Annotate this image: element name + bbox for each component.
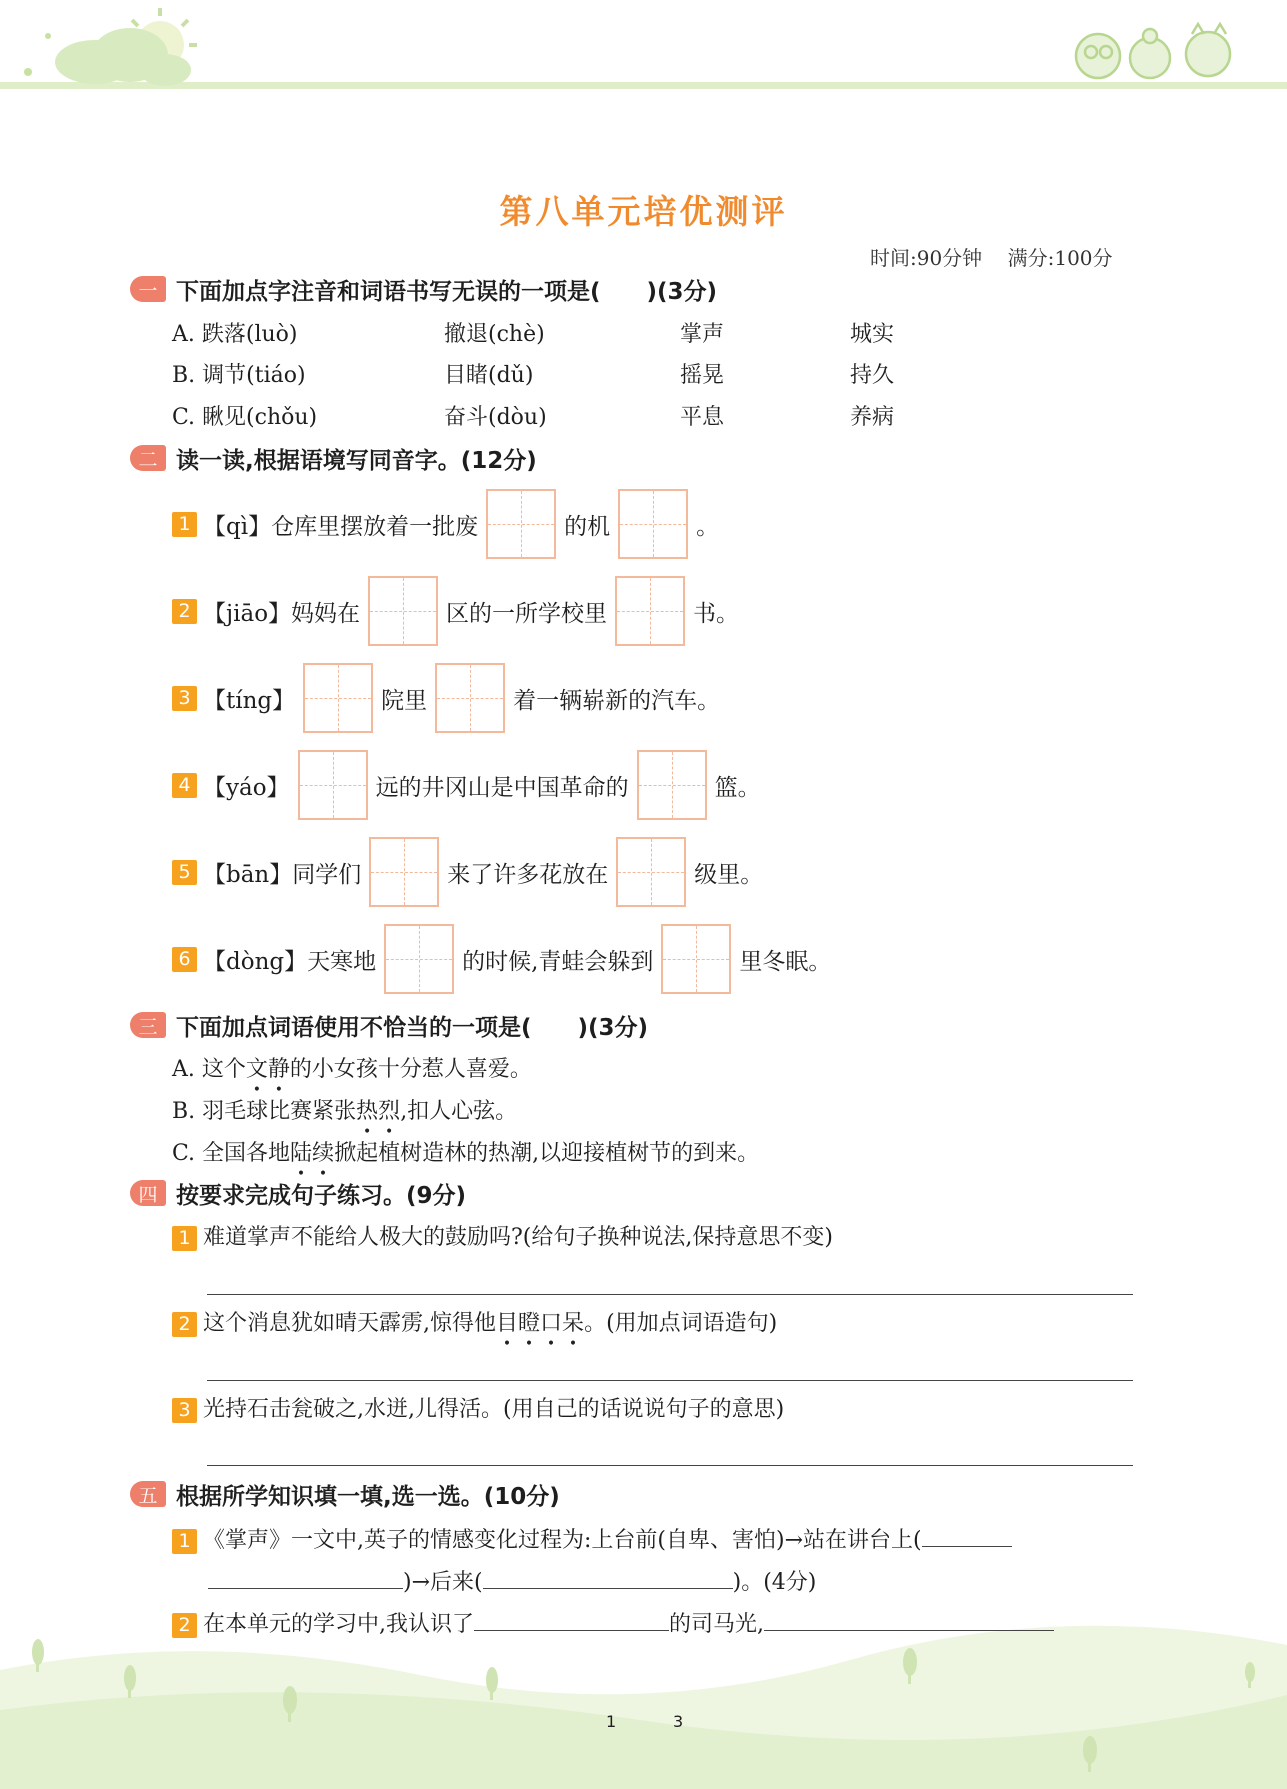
answer-blank[interactable] [208, 1564, 403, 1589]
option-b: B. 羽毛球比赛紧张热烈,扣人心弦。 [172, 1099, 518, 1124]
exam-meta: 时间:90分钟 满分:100分 [870, 246, 1113, 270]
dotted-char: 文 [245, 1057, 268, 1082]
answer-box[interactable] [661, 924, 731, 994]
option-a-4: 城实 [850, 322, 895, 347]
page-number-right: 3 [673, 1712, 684, 1731]
section-5-heading [130, 1477, 560, 1511]
item-text-a: 【yáo】 [203, 774, 290, 801]
item-text-a: 【dòng】天寒地 [203, 948, 377, 975]
homophone-item-6 [172, 923, 831, 995]
item-text-c: 。 [696, 513, 720, 540]
answer-blank[interactable] [764, 1606, 1054, 1631]
knowledge-question-1-cont: )→后来( )。(4分) [208, 1564, 816, 1596]
section-badge: 三 [130, 1012, 166, 1038]
item-number: 2 [172, 599, 197, 624]
dotted-char: 静 [267, 1057, 290, 1082]
homophone-item-4 [172, 749, 761, 821]
option-b-4: 持久 [850, 363, 895, 388]
item-text-b: 院里 [381, 687, 428, 714]
section-1-heading [130, 272, 717, 306]
item-text-b: 来了许多花放在 [447, 861, 609, 888]
knowledge-question-1: 1 《掌声》一文中,英子的情感变化过程为:上台前(自卑、害怕)→站在讲台上( [172, 1522, 1012, 1554]
section-badge: 二 [130, 445, 166, 471]
item-number: 1 [172, 512, 197, 537]
item-text-c: 着一辆崭新的汽车。 [513, 687, 721, 714]
section-text: 下面加点字注音和词语书写无误的一项是( )(3分) [176, 278, 718, 305]
answer-line[interactable] [207, 1294, 1133, 1295]
item-text-a: 【tíng】 [203, 687, 296, 714]
option-a-2: 撤退(chè) [444, 322, 545, 347]
item-number: 5 [172, 860, 197, 885]
section-text: 读一读,根据语境写同音字。(12分) [176, 447, 537, 474]
answer-blank[interactable] [474, 1606, 669, 1631]
option-b-3: 摇晃 [680, 363, 725, 388]
dotted-char: 呆 [562, 1311, 585, 1336]
answer-box[interactable] [615, 576, 685, 646]
answer-box[interactable] [368, 576, 438, 646]
homophone-item-3 [172, 662, 720, 734]
answer-box[interactable] [369, 837, 439, 907]
item-number: 6 [172, 947, 197, 972]
answer-line[interactable] [207, 1465, 1133, 1466]
item-text-c: 级里。 [694, 861, 764, 888]
knowledge-question-2: 2 在本单元的学习中,我认识了 的司马光, [172, 1606, 1054, 1638]
option-c-3: 平息 [680, 405, 725, 430]
answer-box[interactable] [486, 489, 556, 559]
sentence-question-3: 3 光持石击瓮破之,水迸,儿得活。(用自己的话说说句子的意思) [172, 1392, 784, 1423]
option-c-4: 养病 [850, 405, 895, 430]
item-text-a: 【qì】仓库里摆放着一批废 [203, 513, 479, 540]
section-text: 下面加点词语使用不恰当的一项是( )(3分) [176, 1014, 649, 1041]
item-number: 1 [172, 1226, 197, 1251]
answer-box[interactable] [303, 663, 373, 733]
page-number-left: 1 [606, 1712, 617, 1731]
section-4-heading [130, 1176, 466, 1210]
item-text-b: 区的一所学校里 [446, 600, 608, 627]
section-3-heading [130, 1008, 648, 1042]
section-text: 按要求完成句子练习。(9分) [176, 1182, 467, 1209]
option-b-1: B. 调节(tiáo) [172, 363, 306, 388]
sentence-question-1: 1 难道掌声不能给人极大的鼓励吗?(给句子换种说法,保持意思不变) [172, 1220, 833, 1251]
dotted-char: 陆 [290, 1141, 313, 1166]
section-badge: 五 [130, 1481, 166, 1507]
page-title: 第八单元培优测评 [499, 192, 788, 231]
section-badge: 四 [130, 1180, 166, 1206]
answer-box[interactable] [435, 663, 505, 733]
item-text-c: 篮。 [714, 774, 761, 801]
answer-box[interactable] [637, 750, 707, 820]
option-c: C. 全国各地陆续掀起植树造林的热潮,以迎接植树节的到来。 [172, 1141, 760, 1166]
answer-blank[interactable] [922, 1522, 1012, 1547]
sentence-question-2: 2 这个消息犹如晴天霹雳,惊得他目瞪口呆。(用加点词语造句) [172, 1306, 777, 1337]
option-b-2: 目睹(dǔ) [444, 363, 534, 388]
item-number: 1 [172, 1529, 197, 1554]
header-decoration [0, 0, 1287, 100]
star-icon [24, 33, 51, 76]
answer-blank[interactable] [483, 1564, 733, 1589]
option-a-1: A. 跌落(luò) [172, 322, 298, 347]
item-number: 3 [172, 1398, 197, 1423]
dotted-char: 烈 [378, 1099, 401, 1124]
item-number: 3 [172, 686, 197, 711]
item-text-a: 【jiāo】妈妈在 [203, 600, 361, 627]
dotted-char: 续 [312, 1141, 335, 1166]
item-text-a: 【bān】同学们 [203, 861, 362, 888]
section-text: 根据所学知识填一填,选一选。(10分) [176, 1483, 560, 1510]
answer-box[interactable] [616, 837, 686, 907]
answer-line[interactable] [207, 1380, 1133, 1381]
cartoon-animals-icon [1076, 24, 1230, 78]
homophone-item-5 [172, 836, 763, 908]
dotted-char: 瞪 [518, 1311, 541, 1336]
section-badge: 一 [130, 276, 166, 302]
dotted-char: 热 [356, 1099, 379, 1124]
answer-box[interactable] [618, 489, 688, 559]
item-number: 2 [172, 1613, 197, 1638]
item-number: 4 [172, 773, 197, 798]
dotted-char: 口 [540, 1311, 563, 1336]
item-text-c: 里冬眠。 [739, 948, 832, 975]
option-c-1: C. 瞅见(chǒu) [172, 405, 318, 430]
item-text-b: 远的井冈山是中国革命的 [375, 774, 629, 801]
dotted-char: 目 [496, 1311, 519, 1336]
answer-box[interactable] [298, 750, 368, 820]
answer-box[interactable] [384, 924, 454, 994]
item-number: 2 [172, 1312, 197, 1337]
homophone-item-1 [172, 488, 719, 560]
item-text-b: 的时候,青蛙会躲到 [462, 948, 654, 975]
homophone-item-2 [172, 575, 739, 647]
item-text-c: 书。 [693, 600, 740, 627]
section-2-heading [130, 441, 537, 475]
option-c-2: 奋斗(dòu) [444, 405, 547, 430]
item-text-b: 的机 [564, 513, 611, 540]
option-a: A. 这个文静的小女孩十分惹人喜爱。 [172, 1057, 532, 1082]
option-a-3: 掌声 [680, 322, 725, 347]
